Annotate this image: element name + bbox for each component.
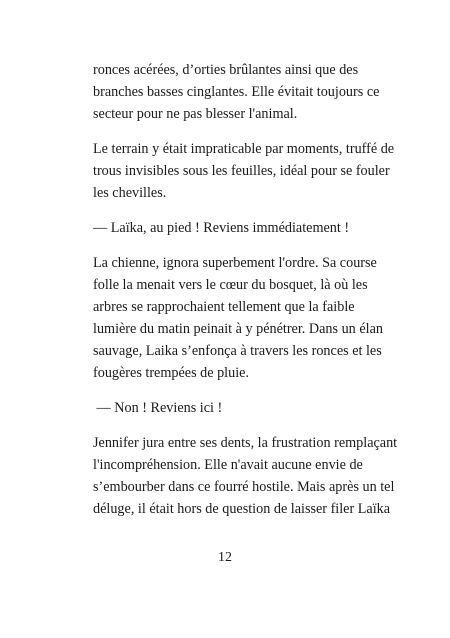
dialogue-paragraph [93,217,393,239]
text-line: trous invisibles sous les feuilles, idéal pour se fouler [93,163,390,179]
page-number: 12 [218,550,232,565]
paragraph [93,252,393,384]
text-line: Le terrain y était impraticable par moments, truffé de [93,141,395,157]
paragraph [93,432,398,520]
paragraph [93,59,393,125]
text-line: arbres se rapprochaient tellement que la faible [93,299,355,315]
text-line: s’embourber dans ce fourré hostile. Mais après un tel [93,479,395,495]
text-line: Jennifer jura entre ses dents, la frustration remplaçant [93,435,398,451]
text-line: déluge, il était hors de question de laisser filer Laïka [93,501,391,517]
text-line: sauvage, Laika s’enfonça à travers les ronces et les [93,343,382,359]
text-line: La chienne, ignora superbement l'ordre. Sa course [93,255,377,271]
text-line: — Non ! Reviens ici ! [93,400,223,416]
text-line: — Laïka, au pied ! Reviens immédiatement ! [93,220,350,236]
text-line: folle la menait vers le cœur du bosquet, là où les [93,277,368,293]
text-line: secteur pour ne pas blesser l'animal. [93,106,298,122]
text-line: les chevilles. [93,185,167,201]
body-text [93,59,398,533]
text-line: lumière du matin peinait à y pénétrer. Dans un élan [93,321,383,337]
text-line: branches basses cinglantes. Elle évitait toujours ce [93,84,380,100]
dialogue-paragraph [93,397,393,419]
text-line: l'incompréhension. Elle n'avait aucune envie de [93,457,363,473]
paragraph [93,138,393,204]
text-line: ronces acérées, d’orties brûlantes ainsi que des [93,62,359,78]
text-line: fougères trempées de pluie. [93,365,250,381]
